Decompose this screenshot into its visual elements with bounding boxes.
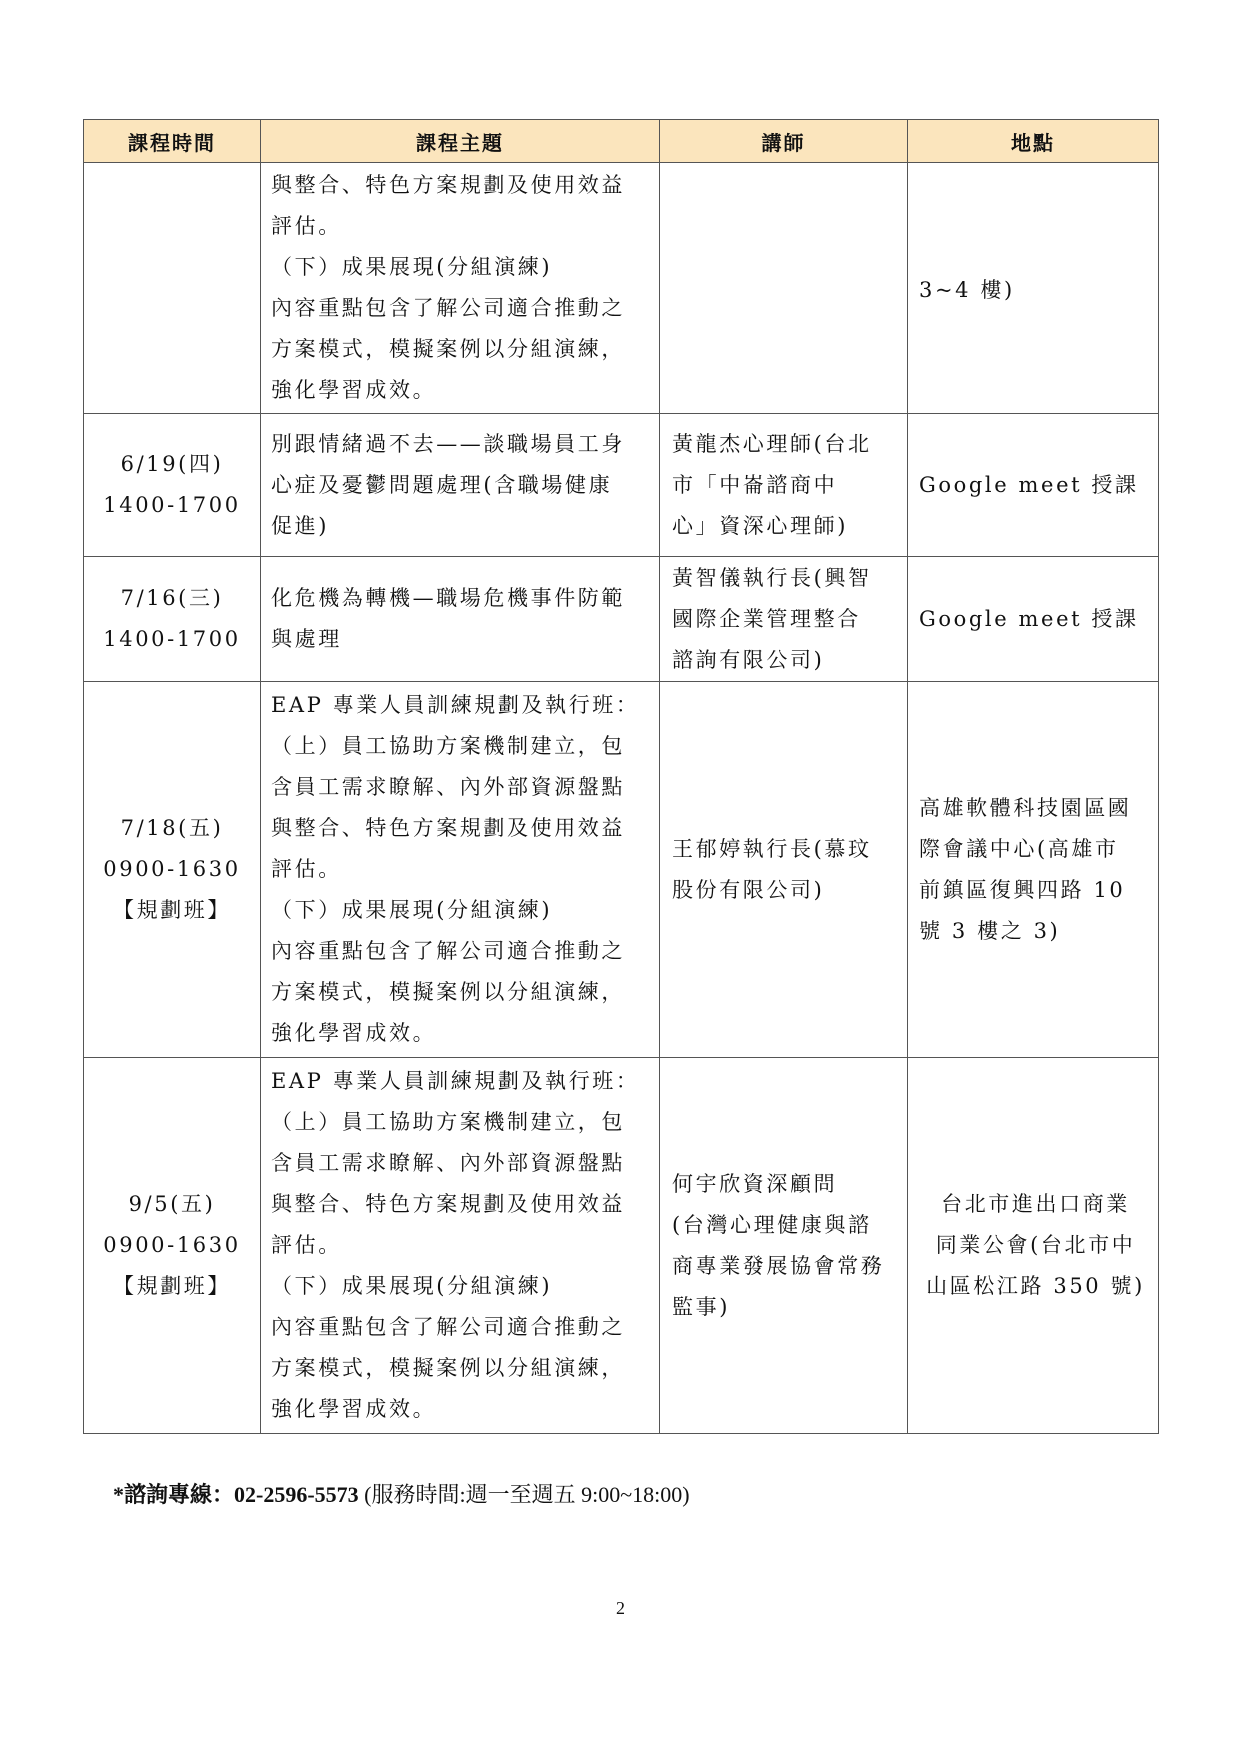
location-cell: 3~4 樓) [908, 163, 1159, 414]
location-cell: 台北市進出口商業 同業公會(台北市中 山區松江路 350 號) [908, 1058, 1159, 1434]
table-header-row [84, 120, 1159, 163]
header-course-time: 課程時間 [84, 120, 261, 163]
consultation-hotline [113, 1478, 690, 1509]
lecturer-cell: 黃智儀執行長(興智 國際企業管理整合 諮詢有限公司) [660, 557, 908, 682]
course-schedule-table [83, 119, 1159, 1434]
course-topic-cell: 別跟情緒過不去——談職場員工身 心症及憂鬱問題處理(含職場健康 促進) [261, 414, 660, 557]
course-time-cell [84, 163, 261, 414]
course-time-cell: 7/16(三) 1400-1700 [84, 557, 261, 682]
course-topic-cell: 與整合、特色方案規劃及使用效益 評估。 （下）成果展現(分組演練) 內容重點包含了解公司適合推動之 方案模式，模擬案例以分組演練， 強化學習成效。 [261, 163, 660, 414]
lecturer-cell: 王郁婷執行長(慕玟 股份有限公司) [660, 682, 908, 1058]
page-number: 2 [616, 1598, 625, 1618]
course-topic-cell: EAP 專業人員訓練規劃及執行班： （上）員工協助方案機制建立，包 含員工需求瞭解、內外部資源盤點 與整合、特色方案規劃及使用效益 評估。 （下）成果展現(分組演練) 內容重點包含了解公司適合推動之 方案模式，模擬案例以分組演練， 強化學習成效。 [261, 1058, 660, 1434]
location-cell: 高雄軟體科技園區國 際會議中心(高雄市 前鎮區復興四路 10 號 3 樓之 3) [908, 682, 1159, 1058]
course-time-cell: 7/18(五) 0900-1630 【規劃班】 [84, 682, 261, 1058]
table-row [84, 1058, 1159, 1434]
location-cell: Google meet 授課 [908, 557, 1159, 682]
service-hours: (服務時間:週一至週五 9:00~18:00) [358, 1482, 690, 1507]
lecturer-cell: 何宇欣資深顧問 (台灣心理健康與諮 商專業發展協會常務 監事) [660, 1058, 908, 1434]
course-time-cell: 9/5(五) 0900-1630 【規劃班】 [84, 1058, 261, 1434]
table-row [84, 414, 1159, 557]
header-lecturer: 講師 [660, 120, 908, 163]
table-row [84, 163, 1159, 414]
hotline-label: *諮詢專線：02-2596-5573 [113, 1482, 359, 1507]
header-location: 地點 [908, 120, 1159, 163]
header-course-topic: 課程主題 [261, 120, 660, 163]
lecturer-cell: 黃龍杰心理師(台北 市「中崙諮商中 心」資深心理師) [660, 414, 908, 557]
course-topic-cell: 化危機為轉機—職場危機事件防範 與處理 [261, 557, 660, 682]
table-row [84, 682, 1159, 1058]
table-row [84, 557, 1159, 682]
location-cell: Google meet 授課 [908, 414, 1159, 557]
lecturer-cell [660, 163, 908, 414]
course-time-cell: 6/19(四) 1400-1700 [84, 414, 261, 557]
course-topic-cell: EAP 專業人員訓練規劃及執行班： （上）員工協助方案機制建立，包 含員工需求瞭解、內外部資源盤點 與整合、特色方案規劃及使用效益 評估。 （下）成果展現(分組演練) 內容重點包含了解公司適合推動之 方案模式，模擬案例以分組演練， 強化學習成效。 [261, 682, 660, 1058]
